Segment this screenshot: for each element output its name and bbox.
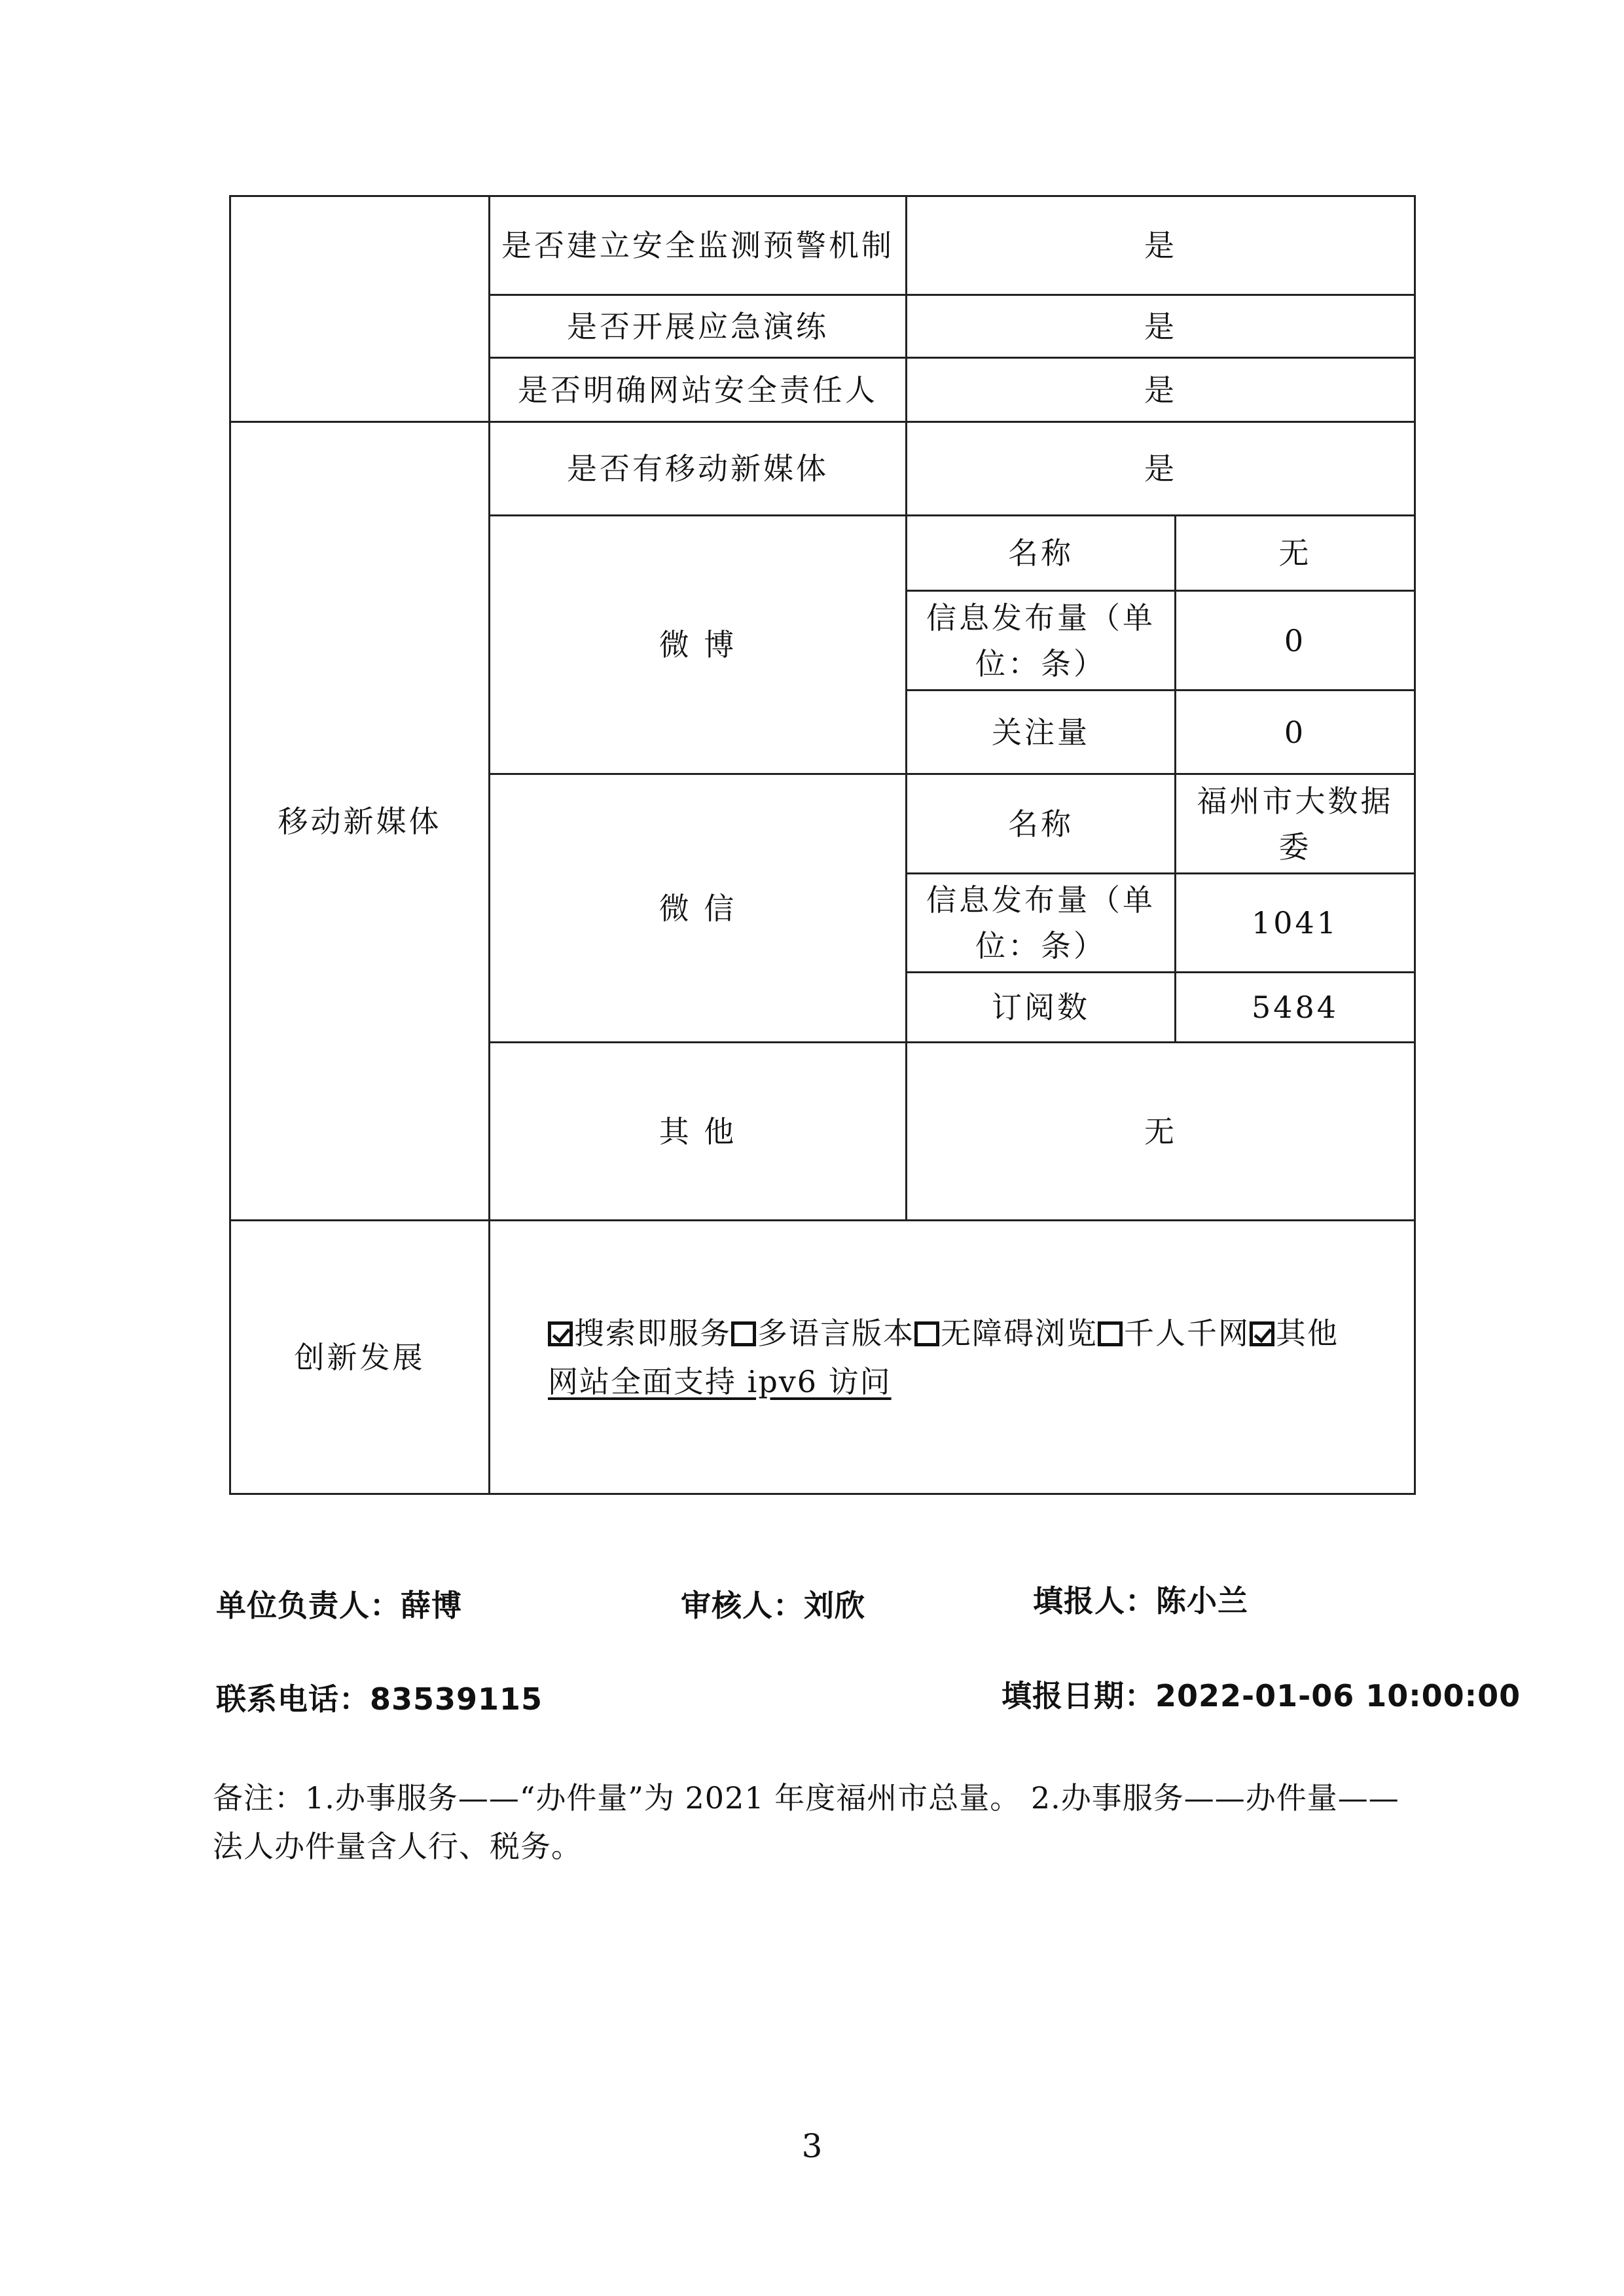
checkbox-icon[interactable] [1098, 1321, 1123, 1346]
wechat-publish-value: 1041 [1176, 874, 1415, 973]
checkbox-icon[interactable] [548, 1321, 573, 1346]
page-number: 3 [801, 2127, 823, 2165]
option-search-service[interactable]: 搜索即服务 [548, 1316, 731, 1351]
wechat-name-label: 名称 [907, 774, 1176, 874]
filler: 填报人：陈小兰 [1033, 1583, 1248, 1619]
other-media-label: 其 他 [490, 1043, 907, 1221]
reviewer: 审核人：刘欣 [681, 1588, 865, 1623]
weibo-name-value: 无 [1176, 516, 1415, 591]
monitoring-value: 是 [907, 196, 1415, 295]
option-accessibility[interactable]: 无障碍浏览 [914, 1316, 1098, 1351]
option-other[interactable]: 其他 [1250, 1316, 1339, 1351]
remarks-note: 备注：1.办事服务——“办件量”为 2021 年度福州市总量。 2.办事服务——办件量——法人办件量含人行、税务。 [213, 1780, 1399, 1864]
weibo-publish-value: 0 [1176, 591, 1415, 691]
mobile-section-label: 移动新媒体 [230, 422, 490, 1221]
weibo-follow-value: 0 [1176, 691, 1415, 774]
wechat-subscribe-value: 5484 [1176, 973, 1415, 1043]
table-row [230, 196, 1415, 295]
contact-phone: 联系电话：83539115 [216, 1681, 543, 1717]
innovation-options [548, 1309, 1401, 1357]
unit-head: 单位负责人：薛博 [216, 1588, 462, 1623]
responsible-label: 是否明确网站安全责任人 [490, 358, 907, 422]
weibo-follow-label: 关注量 [907, 691, 1176, 774]
checkbox-icon[interactable] [1250, 1321, 1274, 1346]
has-mobile-label: 是否有移动新媒体 [490, 422, 907, 516]
monitoring-label: 是否建立安全监测预警机制 [490, 196, 907, 295]
table-row [230, 422, 1415, 516]
has-mobile-value: 是 [907, 422, 1415, 516]
responsible-value: 是 [907, 358, 1415, 422]
weibo-publish-label: 信息发布量（单位：条） [907, 591, 1176, 691]
innovation-other-text: 网站全面支持 ipv6 访问 [548, 1363, 892, 1399]
drill-label: 是否开展应急演练 [490, 295, 907, 358]
other-media-value: 无 [907, 1043, 1415, 1221]
wechat-subscribe-label: 订阅数 [907, 973, 1176, 1043]
weibo-name-label: 名称 [907, 516, 1176, 591]
report-date: 填报日期：2022-01-06 10:00:00 [1001, 1678, 1521, 1713]
option-multilingual[interactable]: 多语言版本 [731, 1316, 914, 1351]
checkbox-icon[interactable] [914, 1321, 939, 1346]
weibo-label: 微 博 [490, 516, 907, 774]
table-row [230, 1221, 1415, 1494]
innovation-options-cell [490, 1221, 1415, 1494]
wechat-publish-label: 信息发布量（单位：条） [907, 874, 1176, 973]
option-personalized[interactable]: 千人千网 [1098, 1316, 1250, 1351]
wechat-name-value: 福州市大数据委 [1176, 774, 1415, 874]
drill-value: 是 [907, 295, 1415, 358]
checkbox-icon[interactable] [731, 1321, 756, 1346]
report-table [229, 195, 1416, 1495]
security-section-cell [230, 196, 490, 422]
innovation-section-label: 创新发展 [230, 1221, 490, 1494]
wechat-label: 微 信 [490, 774, 907, 1043]
